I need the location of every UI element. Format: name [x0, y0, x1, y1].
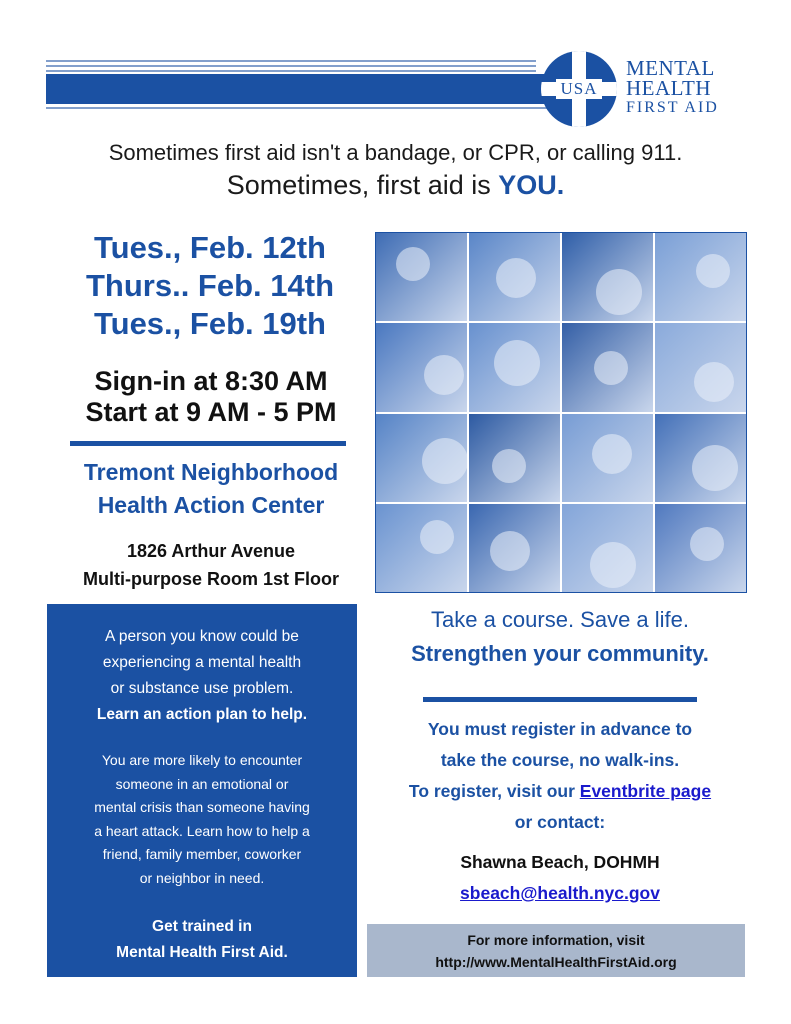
person-photo-icon — [596, 269, 642, 315]
divider — [423, 697, 697, 702]
address-line2: Multi-purpose Room 1st Floor — [83, 569, 339, 589]
info-p1-bold: Learn an action plan to help. — [96, 706, 308, 723]
photo-tile — [469, 233, 560, 321]
venue-address — [46, 537, 376, 593]
person-photo-icon — [696, 254, 730, 288]
person-photo-icon — [694, 362, 734, 402]
venue-name — [46, 456, 376, 522]
info-p1-line: or substance use problem. — [110, 680, 294, 697]
photo-tile — [655, 504, 746, 592]
header-stripe — [46, 60, 536, 62]
info-paragraph-3 — [47, 914, 357, 966]
date-2: Thurs.. Feb. 14th — [85, 268, 335, 303]
header-stripe — [46, 107, 551, 109]
logo-wordmark — [626, 58, 736, 118]
logo-badge: USA — [556, 79, 602, 99]
photo-tile — [562, 323, 653, 411]
header-stripe — [46, 65, 536, 67]
cta-line2: Strengthen your community. — [411, 641, 709, 666]
signin-time: Sign-in at 8:30 AM — [94, 366, 328, 396]
contact-name: Shawna Beach, DOHMH — [460, 852, 660, 872]
photo-tile — [562, 414, 653, 502]
more-info-box — [367, 924, 745, 977]
register-line1: You must register in advance to — [427, 719, 693, 739]
course-times — [46, 366, 376, 428]
person-photo-icon — [592, 434, 632, 474]
logo-line1: MENTAL — [626, 56, 715, 80]
tagline-line2 — [0, 170, 791, 201]
header-bar — [46, 74, 551, 104]
logo-line2: HEALTH — [626, 76, 712, 100]
person-photo-icon — [590, 542, 636, 588]
more-info-url: http://www.MentalHealthFirstAid.org — [435, 954, 677, 970]
info-p1-line: experiencing a mental health — [102, 654, 302, 671]
info-p2-line: mental crisis than someone having — [94, 799, 310, 815]
info-paragraph-2 — [47, 749, 357, 890]
header-stripe — [46, 70, 536, 72]
photo-tile — [376, 233, 467, 321]
tagline-prefix: Sometimes, first aid is — [226, 170, 499, 200]
person-photo-icon — [494, 340, 540, 386]
start-time: Start at 9 AM - 5 PM — [85, 397, 337, 427]
venue-line2: Health Action Center — [97, 492, 325, 518]
photo-tile — [562, 504, 653, 592]
photo-tile — [562, 233, 653, 321]
mhfa-logo-icon — [541, 51, 617, 127]
photo-tile — [376, 504, 467, 592]
info-p2-line: friend, family member, coworker — [102, 846, 302, 862]
cta-line1: Take a course. Save a life. — [430, 607, 690, 632]
info-p2-line: You are more likely to encounter — [101, 752, 303, 768]
person-photo-icon — [490, 531, 530, 571]
tagline-line1: Sometimes first aid isn't a bandage, or CPR, or calling 911. — [108, 140, 683, 165]
more-info-line1: For more information, visit — [467, 932, 645, 948]
register-line2: take the course, no walk-ins. — [440, 750, 680, 770]
register-line3 — [370, 776, 750, 807]
contact-email-link[interactable]: sbeach@health.nyc.gov — [460, 883, 660, 903]
logo-line3: FIRST AID — [626, 99, 719, 116]
photo-tile — [469, 414, 560, 502]
address-line1: 1826 Arthur Avenue — [126, 541, 296, 561]
register-line4: or contact: — [514, 812, 606, 832]
info-p2-line: someone in an emotional or — [115, 775, 289, 792]
tagline-emphasis: YOU. — [498, 170, 565, 200]
person-photo-icon — [492, 449, 526, 483]
info-p3-line: Get trained in — [152, 918, 252, 935]
info-paragraph-1 — [47, 624, 357, 728]
person-photo-icon — [690, 527, 724, 561]
date-3: Tues., Feb. 19th — [94, 306, 326, 341]
date-1: Tues., Feb. 12th — [94, 230, 326, 265]
person-photo-icon — [496, 258, 536, 298]
photo-tile — [655, 323, 746, 411]
person-photo-icon — [692, 445, 738, 491]
person-photo-icon — [422, 438, 467, 484]
photo-tile — [655, 233, 746, 321]
photo-tile — [376, 323, 467, 411]
registration-info — [370, 714, 750, 838]
photo-collage — [375, 232, 747, 593]
photo-tile — [469, 323, 560, 411]
register-prefix: To register, visit our — [408, 781, 580, 801]
course-dates — [60, 229, 360, 343]
photo-tile — [655, 414, 746, 502]
info-p2-line: or neighbor in need. — [139, 869, 265, 886]
divider — [70, 441, 346, 446]
info-panel — [47, 604, 357, 977]
photo-tile — [469, 504, 560, 592]
venue-line1: Tremont Neighborhood — [83, 459, 339, 485]
info-p1-line: A person you know could be — [105, 628, 299, 645]
person-photo-icon — [424, 355, 464, 395]
info-p3-line: Mental Health First Aid. — [116, 944, 288, 961]
eventbrite-link[interactable]: Eventbrite page — [579, 781, 712, 801]
info-p2-line: a heart attack. Learn how to help a — [94, 822, 310, 839]
person-photo-icon — [420, 520, 454, 554]
person-photo-icon — [594, 351, 628, 385]
person-photo-icon — [396, 247, 430, 281]
photo-tile — [376, 414, 467, 502]
